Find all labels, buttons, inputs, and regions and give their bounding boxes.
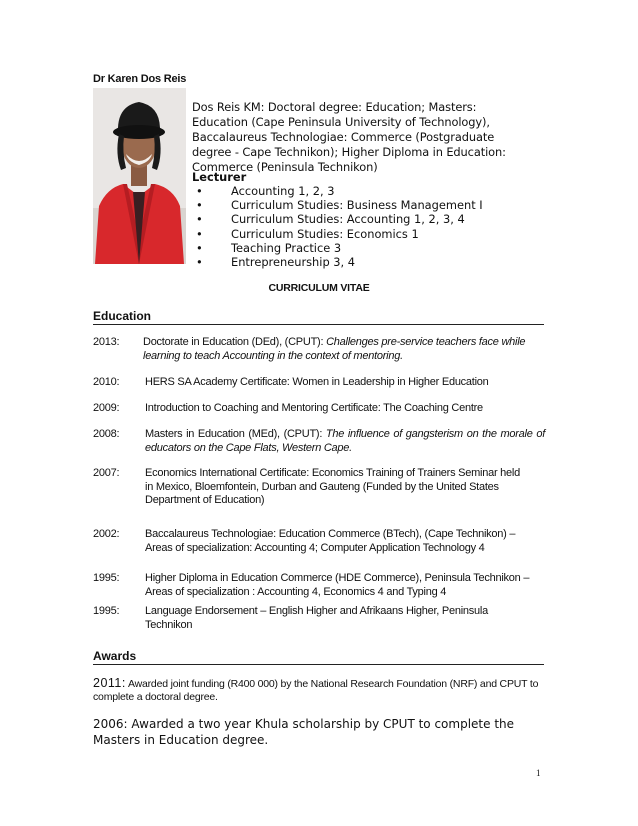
entry-year: 2010: (93, 376, 120, 388)
subjects-list (192, 184, 483, 269)
education-entry (93, 402, 545, 416)
award-year: 2011: (93, 676, 126, 690)
entry-year: 2002: (93, 528, 120, 540)
entry-year: 1995: (93, 605, 120, 617)
qualifications-summary: Dos Reis KM: Doctoral degree: Education; Masters: Education (Cape Peninsula University of Technology), Baccalaureus Technologiae: Commerce (Postgraduate degree - Cape Technikon); Higher Diploma in Education: Commerce (Peninsula Technikon) (192, 100, 506, 174)
entry-text: Introduction to Coaching and Mentoring Certificate: The Coaching Centre (145, 402, 483, 414)
cv-title: CURRICULUM VITAE (268, 282, 370, 294)
profile-photo (93, 88, 186, 264)
list-item: • Accounting 1, 2, 3 (196, 184, 335, 198)
entry-year: 2013: (93, 336, 120, 348)
list-item: • Teaching Practice 3 (196, 240, 342, 255)
entry-text: Masters in Education (MEd), (CPUT): The influence of gangsterism on the morale of educators on the Cape Flats, Western Cape. (145, 428, 546, 454)
education-entry (93, 336, 545, 363)
entry-text: HERS SA Academy Certificate: Women in Leadership in Higher Education (145, 376, 489, 388)
list-item: • Curriculum Studies: Economics 1 (196, 226, 419, 241)
person-name: Dr Karen Dos Reis (93, 73, 187, 85)
entry-text: Doctorate in Education (DEd), (CPUT): Challenges pre-service teachers face while learning to teach Accounting in the context of mentoring. (143, 336, 526, 362)
award-entry (93, 677, 545, 704)
education-entry (93, 467, 545, 508)
role-title: Lecturer (192, 170, 247, 184)
list-item: • Entrepreneurship 3, 4 (196, 255, 356, 270)
entry-text: Economics International Certificate: Economics Training of Trainers Seminar held in Mexico, Bloemfontein, Durban and Gauteng (Funded by the United States Department of Education) (145, 467, 520, 506)
award-text: Awarded a two year Khula scholarship by CPUT to complete the Masters in Education degree. (93, 717, 515, 747)
education-entry (93, 428, 545, 455)
entry-text: Higher Diploma in Education Commerce (HDE Commerce), Peninsula Technikon – Areas of specialization : Accounting 4, Economics 4 and Typing 4 (145, 572, 530, 598)
award-entry (93, 716, 545, 748)
page-number: 1 (536, 768, 541, 778)
award-year: 2006: (93, 717, 128, 731)
education-heading: Education (93, 309, 544, 325)
entry-year: 2009: (93, 402, 120, 414)
list-item: • Curriculum Studies: Business Management I (196, 198, 483, 213)
awards-heading: Awards (93, 649, 544, 665)
entry-text: Baccalaureus Technologiae: Education Commerce (BTech), (Cape Technikon) – Areas of specialization: Accounting 4; Computer Application Technology 4 (145, 528, 516, 554)
education-entry (93, 376, 545, 390)
award-text: Awarded joint funding (R400 000) by the National Research Foundation (NRF) and CPUT to complete a doctoral degree. (93, 678, 539, 703)
entry-year: 1995: (93, 572, 120, 584)
entry-year: 2008: (93, 428, 120, 440)
education-entry (93, 572, 545, 599)
entry-year: 2007: (93, 467, 120, 479)
entry-text: Language Endorsement – English Higher and Afrikaans Higher, Peninsula Technikon (145, 605, 488, 631)
list-item: • Curriculum Studies: Accounting 1, 2, 3, 4 (196, 212, 465, 227)
education-entry (93, 528, 545, 555)
education-entry (93, 605, 545, 632)
